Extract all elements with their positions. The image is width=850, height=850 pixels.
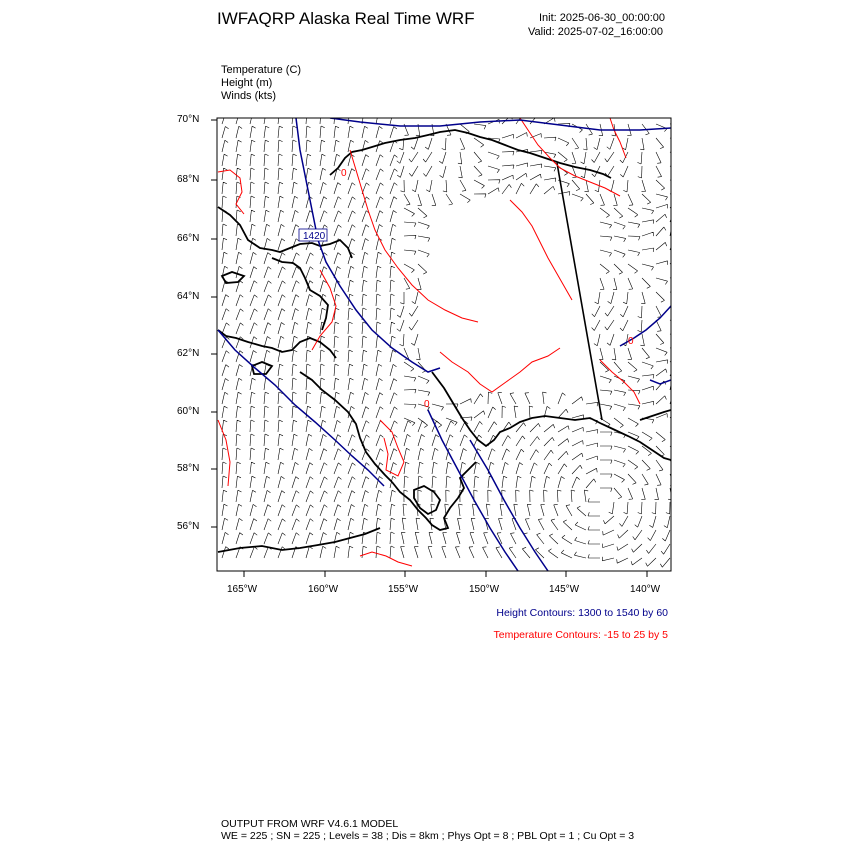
plot-frame xyxy=(217,118,671,571)
coastline-arctic xyxy=(330,130,611,178)
lat-label: 68°N xyxy=(177,174,200,185)
coastline-yk-delta xyxy=(218,330,336,358)
temp-label-0a: 0 xyxy=(341,168,347,179)
temp-contour-7 xyxy=(510,200,572,300)
map-title: IWFAQRP Alaska Real Time WRF xyxy=(217,9,475,28)
coastline-cook-inlet xyxy=(432,372,671,460)
lat-label: 58°N xyxy=(177,463,200,474)
lat-label: 56°N xyxy=(177,521,200,532)
wind-barb-field xyxy=(222,112,682,567)
temp-contour-11 xyxy=(360,552,412,566)
axis-ticks xyxy=(211,120,647,577)
temp-contour-1 xyxy=(350,150,478,322)
legend-temperature: Temperature (C) xyxy=(221,64,302,76)
legend-height: Height (m) xyxy=(221,77,273,89)
coastline-seward xyxy=(218,207,352,258)
init-time: Init: 2025-06-30_00:00:00 xyxy=(539,12,665,24)
lat-label: 66°N xyxy=(177,233,200,244)
temp-contour-4 xyxy=(312,270,336,350)
temp-label-0b: 0 xyxy=(424,399,430,410)
lon-label: 140°W xyxy=(630,584,661,595)
height-contours xyxy=(218,118,671,571)
legend-winds: Winds (kts) xyxy=(221,90,276,102)
model-info-line1: OUTPUT FROM WRF V4.6.1 MODEL xyxy=(221,818,399,830)
lat-label: 70°N xyxy=(177,114,200,125)
height-label-1420: 1420 xyxy=(303,231,326,242)
coastlines xyxy=(218,130,671,552)
lon-label: 150°W xyxy=(469,584,500,595)
wind-barbs xyxy=(222,112,682,567)
height-contour-1540 xyxy=(470,440,548,571)
temperature-contours-note: Temperature Contours: -15 to 25 by 5 xyxy=(493,629,668,641)
model-info-line2: WE = 225 ; SN = 225 ; Levels = 38 ; Dis = 8km ; Phys Opt = 8 ; PBL Opt = 1 ; Cu Opt = 3 xyxy=(221,830,635,842)
coastline-norton xyxy=(272,258,328,330)
temp-contour-6 xyxy=(440,348,560,392)
lon-label: 165°W xyxy=(227,584,258,595)
lat-label: 60°N xyxy=(177,406,200,417)
coastline-peninsula xyxy=(392,462,476,530)
lon-label: 160°W xyxy=(308,584,339,595)
height-contour-east2 xyxy=(650,380,671,384)
temp-contour-10 xyxy=(218,420,230,486)
temp-contour-9 xyxy=(600,360,640,404)
lon-label: 155°W xyxy=(388,584,419,595)
border-line xyxy=(557,163,602,420)
lat-label: 64°N xyxy=(177,291,200,302)
valid-time: Valid: 2025-07-02_16:00:00 xyxy=(528,26,663,38)
height-contour-1420b xyxy=(330,118,671,130)
coastline-aleutian xyxy=(218,528,380,552)
height-contour-1480 xyxy=(218,330,384,486)
temp-label-0c: 0 xyxy=(628,336,634,347)
lon-label: 145°W xyxy=(549,584,580,595)
height-contours-note: Height Contours: 1300 to 1540 by 60 xyxy=(496,607,668,619)
lat-label: 62°N xyxy=(177,348,200,359)
coastline-se-panhandle xyxy=(640,410,671,420)
temp-contour-8 xyxy=(610,118,626,158)
